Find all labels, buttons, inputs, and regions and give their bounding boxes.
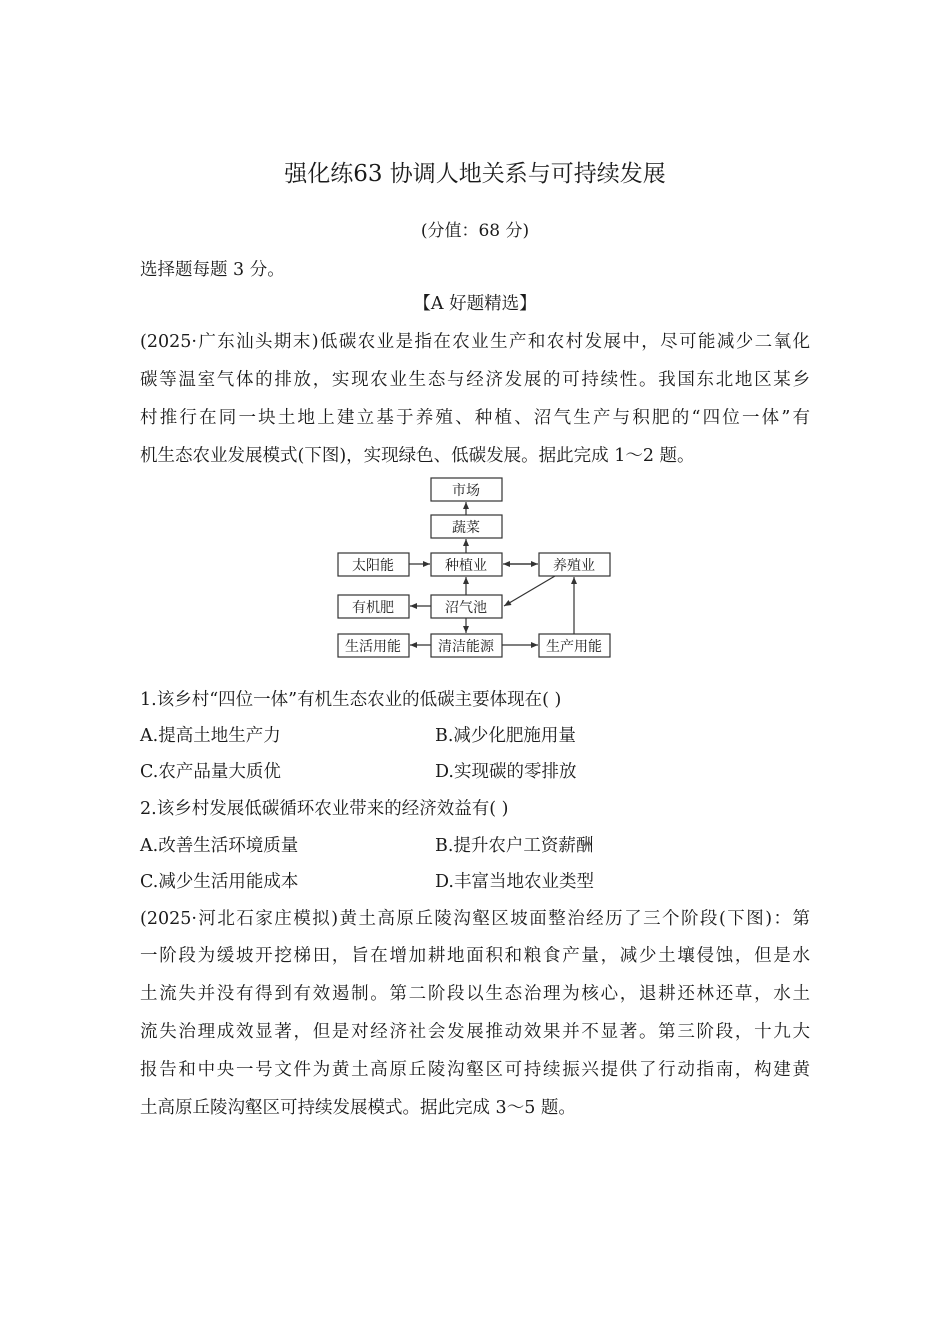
label-vegetables: 蔬菜 — [452, 520, 480, 536]
option-c[interactable]: C.减少生活用能成本 — [140, 872, 299, 892]
label-biogas: 沼气池 — [445, 600, 487, 616]
option-a[interactable]: A.提高土地生产力 — [140, 726, 281, 746]
passage-2-line: 流失治理成效显著，但是对经济社会发展推动效果并不显著。第三阶段，十九大 — [140, 1022, 810, 1042]
label-market: 市场 — [452, 483, 480, 499]
passage-2-line: 报告和中央一号文件为黄土高原丘陵沟壑区可持续振兴提供了行动指南，构建黄 — [140, 1060, 810, 1080]
page-title: 强化练63 协调人地关系与可持续发展 — [284, 161, 666, 187]
passage-2-line: 一阶段为缓坡开挖梯田，旨在增加耕地面积和粮食产量，减少土壤侵蚀，但是水 — [140, 946, 810, 966]
option-d[interactable]: D.丰富当地农业类型 — [435, 872, 594, 892]
option-c[interactable]: C.农产品量大质优 — [140, 762, 281, 782]
label-life-energy: 生活用能 — [345, 639, 401, 655]
passage-1-line: 碳等温室气体的排放，实现农业生态与经济发展的可持续性。我国东北地区某乡 — [140, 370, 810, 390]
instruction-note: 选择题每题 3 分。 — [140, 260, 285, 280]
option-b[interactable]: B.提升农户工资薪酬 — [435, 836, 594, 856]
passage-2-line: (2025·河北石家庄模拟)黄土高原丘陵沟壑区坡面整治经历了三个阶段(下图)：第 — [140, 909, 810, 929]
label-fertilizer: 有机肥 — [352, 600, 394, 616]
section-heading: 【A 好题精选】 — [413, 294, 537, 314]
option-a[interactable]: A.改善生活环境质量 — [140, 836, 299, 856]
passage-1-line: (2025·广东汕头期末)低碳农业是指在农业生产和农村发展中，尽可能减少二氧化 — [140, 332, 810, 352]
passage-2-line: 土高原丘陵沟壑区可持续发展模式。据此完成 3～5 题。 — [140, 1098, 576, 1118]
label-solar: 太阳能 — [352, 558, 394, 574]
passage-2-line: 土流失并没有得到有效遏制。第二阶段以生态治理为核心，退耕还林还草，水土 — [140, 984, 810, 1004]
passage-1-line: 村推行在同一块土地上建立基于养殖、种植、沼气生产与积肥的“四位一体”有 — [140, 408, 810, 428]
label-planting: 种植业 — [445, 558, 487, 574]
arrow-breeding-biogas — [504, 576, 555, 606]
label-production-energy: 生产用能 — [546, 639, 602, 655]
label-clean-energy: 清洁能源 — [438, 639, 494, 655]
question-stem: 2.该乡村发展低碳循环农业带来的经济效益有( ) — [140, 799, 509, 819]
eco-agriculture-diagram — [330, 470, 620, 665]
score-note: (分值：68 分) — [420, 221, 530, 241]
option-b[interactable]: B.减少化肥施用量 — [435, 726, 576, 746]
option-d[interactable]: D.实现碳的零排放 — [435, 762, 577, 782]
question-stem: 1.该乡村“四位一体”有机生态农业的低碳主要体现在( ) — [140, 690, 562, 710]
label-breeding: 养殖业 — [553, 558, 595, 574]
passage-1-line: 机生态农业发展模式(下图)，实现绿色、低碳发展。据此完成 1～2 题。 — [140, 446, 695, 466]
